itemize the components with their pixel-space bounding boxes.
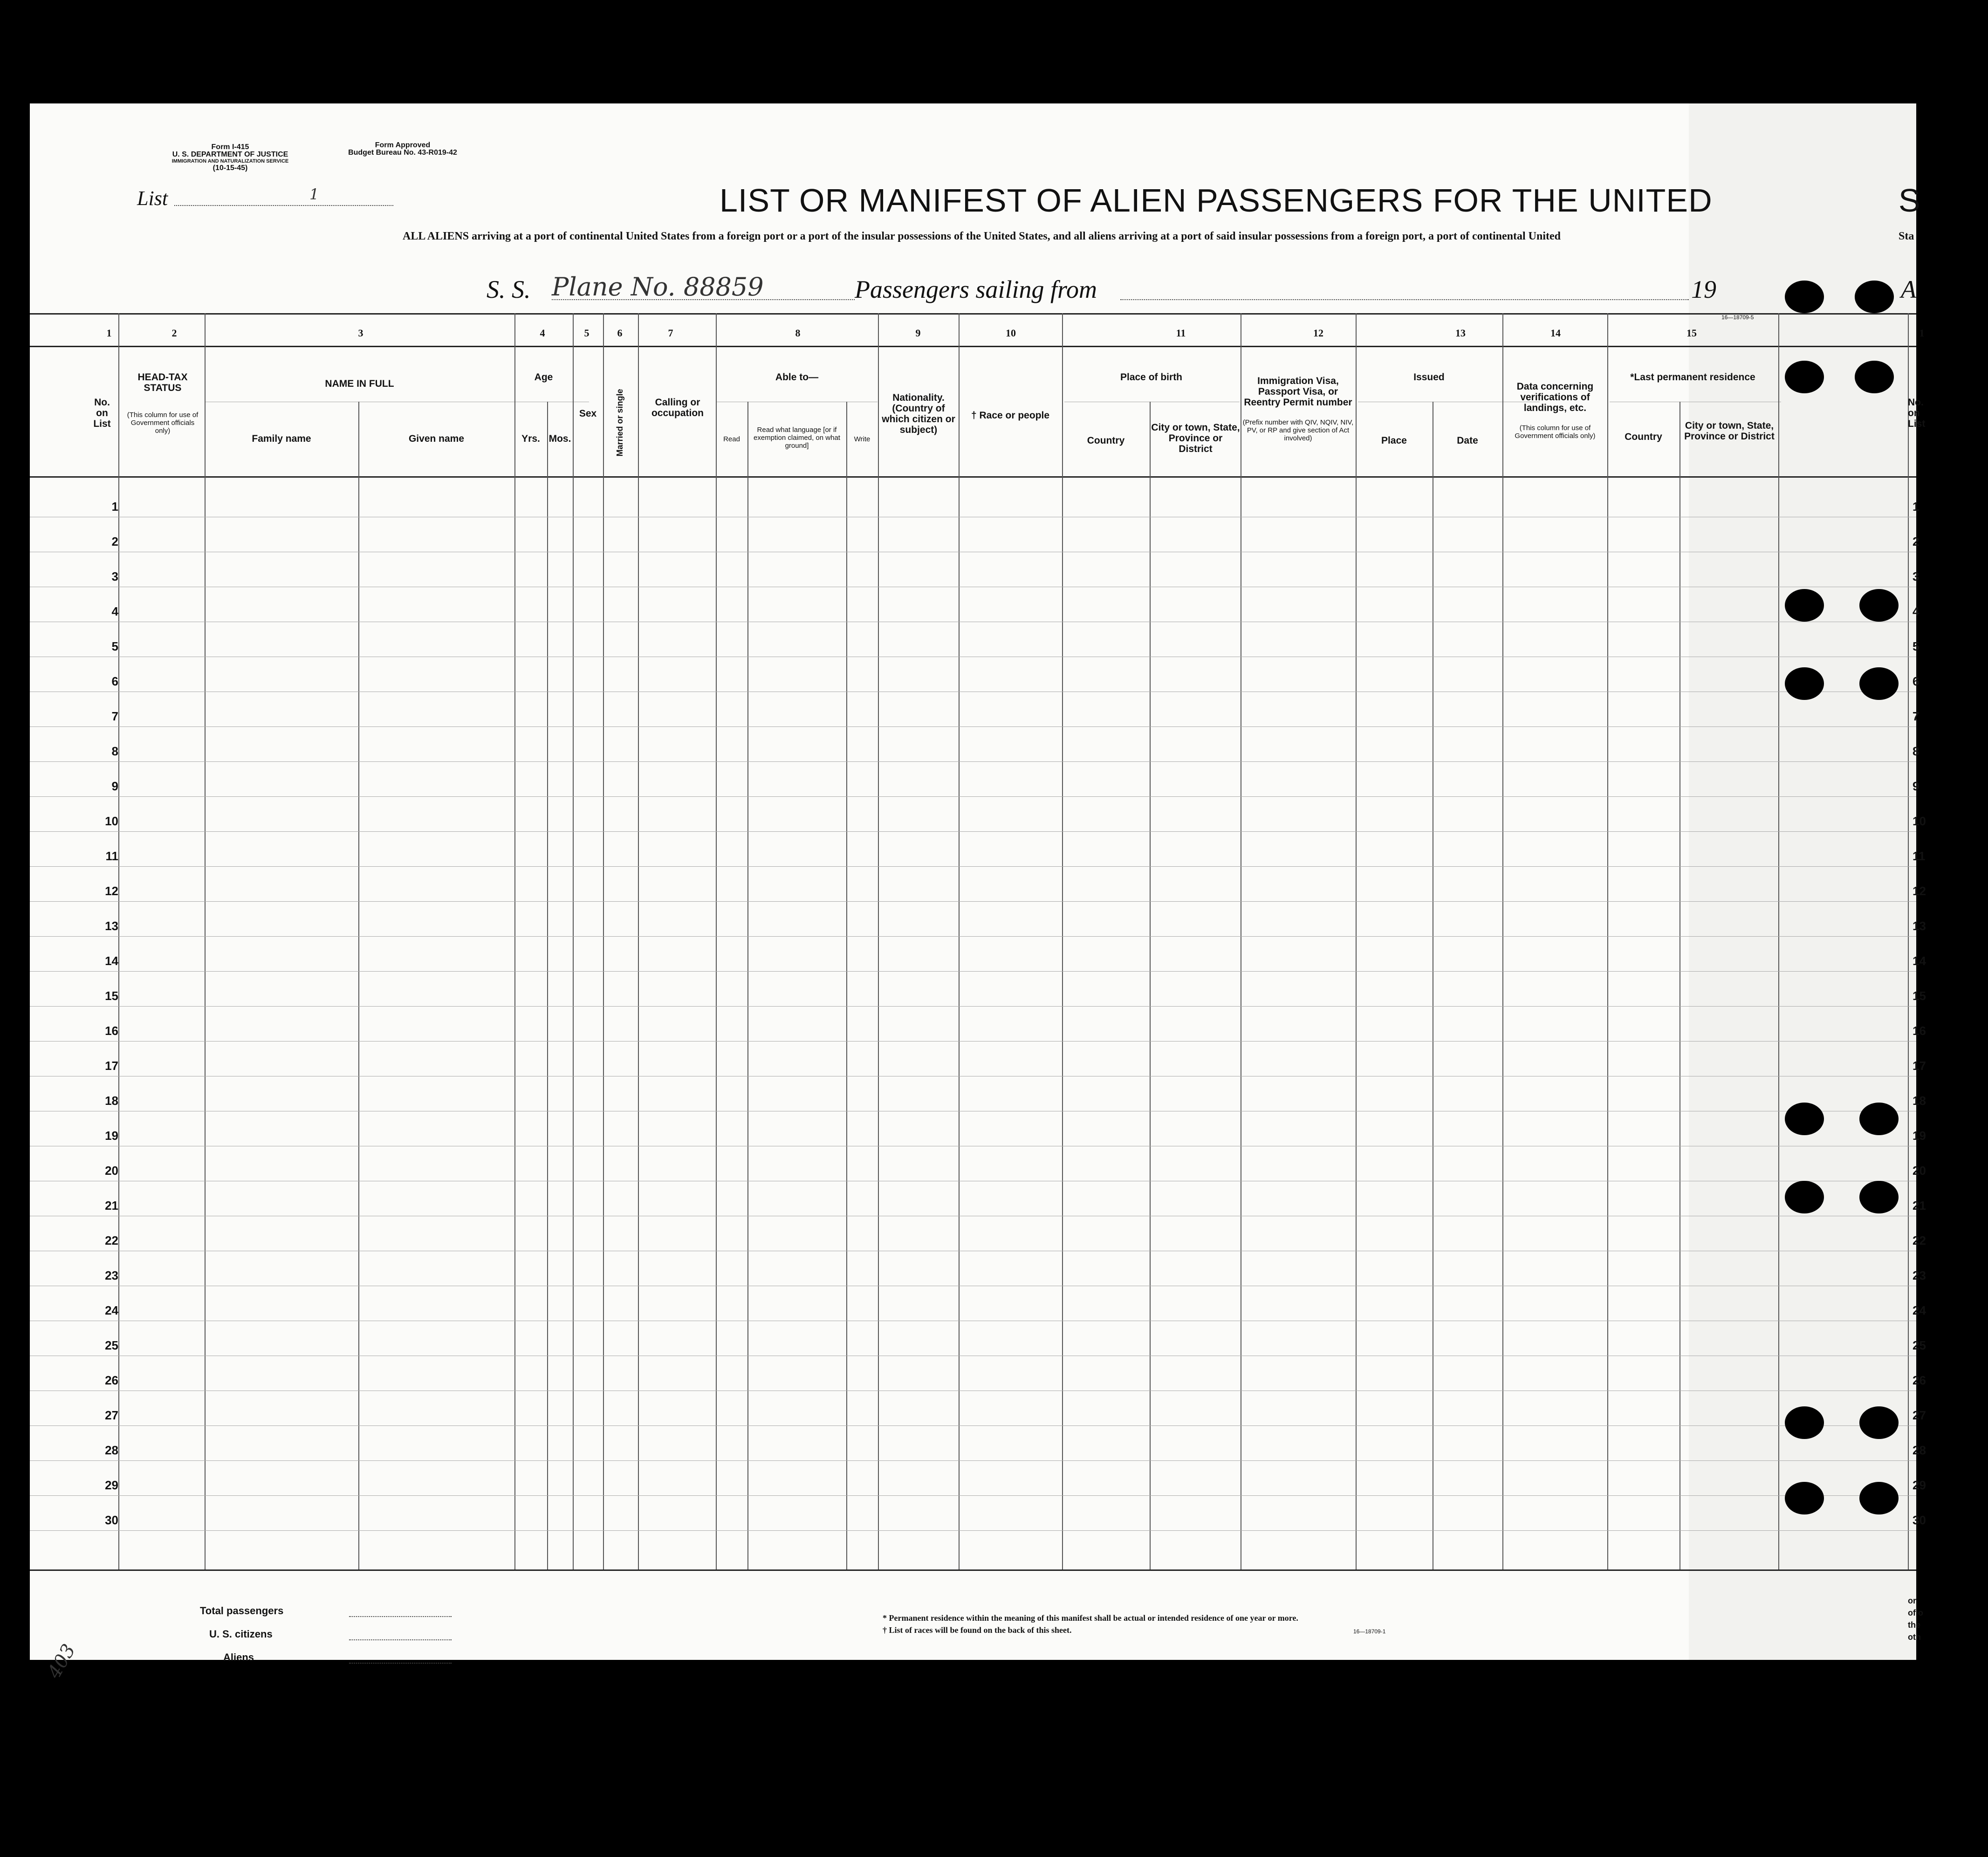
year-edge: A [1901,275,1916,303]
subtitle-edge: Sta [1899,230,1914,242]
row-line [30,761,1916,762]
row-number-edge: 1 [1913,500,1919,514]
aliens-line [349,1663,452,1664]
ss-line [552,299,855,300]
header-family-name: Family name [252,433,311,444]
service: IMMIGRATION AND NATURALIZATION SERVICE [171,158,289,164]
col-line [959,313,960,1569]
col-line [1502,313,1503,1569]
punch-hole [1855,361,1894,393]
row-number: 3 [111,569,118,583]
total-passengers-label: Total passengers [200,1605,284,1617]
subtitle: ALL ALIENS arriving at a port of continental United States from a foreign port or a port of the insular possessions of the United States, and all aliens arriving at a port of said insular possessions from a foreign port, a port of continental United [403,230,1561,242]
edge-text [1908,1595,1923,1643]
row-number-edge: 10 [1913,814,1926,828]
punch-hole [1859,667,1899,700]
aliens-label: Aliens [223,1651,254,1663]
header-no-on-list: No. on List [93,397,111,429]
colnum-line [30,346,1916,347]
column-number: 5 [584,327,590,339]
edge-text-line: or [1908,1596,1916,1605]
page-title: LIST OR MANIFEST OF ALIEN PASSENGERS FOR THE UNITED [720,182,1713,219]
header-race: † Race or people [971,410,1050,421]
row-line [30,831,1916,832]
edge-text-line: of o [1908,1608,1923,1617]
column-number: 6 [617,327,623,339]
row-number-edge: 3 [1913,569,1919,583]
row-number-edge: 19 [1913,1129,1926,1143]
header-read: Read [723,435,740,443]
header-head-tax-note: (This column for use of Government officials only) [127,411,199,435]
row-number: 1 [111,500,118,514]
col-line [716,313,717,1569]
punch-hole [1859,1103,1899,1135]
print-code-footer: 16—18709-1 [1353,1628,1386,1635]
row-number-edge: 17 [1913,1059,1926,1073]
row-line [30,1460,1916,1461]
col-line [573,313,574,1569]
punch-hole [1859,1406,1899,1439]
punch-hole [1855,281,1894,313]
column-number: 3 [358,327,363,339]
form-approved: Form Approved [375,141,431,149]
col-line [205,313,206,1569]
header-last-residence: *Last permanent residence [1630,372,1755,383]
row-number-edge: 21 [1913,1199,1926,1213]
header-able-to: Able to— [775,372,819,383]
row-line [30,901,1916,902]
row-number-edge: 12 [1913,884,1926,898]
row-number-edge: 4 [1913,604,1919,618]
column-number: 8 [795,327,801,339]
approval-block [305,142,500,157]
ss-value: Plane No. 88859 [552,272,764,302]
punch-hole [1785,1103,1824,1135]
row-number-edge: 27 [1913,1408,1926,1422]
header-age: Age [534,372,553,383]
row-number-edge: 13 [1913,919,1926,933]
header-country: Country [1087,435,1125,446]
row-number: 14 [105,954,118,968]
header-calling: Calling or occupation [651,397,704,418]
row-number: 25 [105,1338,118,1352]
row-line [30,726,1916,727]
header-landings: Data concerning verifications of landings, etc. [1516,381,1594,413]
header-place: Place [1381,435,1407,446]
sailing-label: Passengers sailing from [855,275,1097,303]
row-number: 2 [111,534,118,548]
column-number: 1 [106,327,112,339]
header-landings-note: (This column for use of Government officials only) [1515,424,1596,440]
header-yrs: Yrs. [521,433,540,444]
header-sex: Sex [579,408,597,419]
table-bottom-line [30,1569,1916,1571]
row-number: 5 [111,639,118,653]
punch-hole [1785,667,1824,700]
manifest-sheet [30,103,1926,1682]
table-top-line [30,313,1916,315]
row-number: 28 [105,1443,118,1457]
column-number: 14 [1550,327,1561,339]
row-line [30,971,1916,972]
row-number-edge: 20 [1913,1164,1926,1178]
col-line [747,402,748,1569]
header-name-in-full: NAME IN FULL [325,378,394,389]
print-code: 16—18709-5 [1721,314,1754,321]
header-married: Married or single [615,389,624,457]
row-number-edge: 6 [1913,674,1919,688]
us-citizens-label: U. S. citizens [209,1628,273,1640]
us-citizens-line [349,1639,452,1640]
header-read-language: Read what language [or if exemption claimed, on what ground] [754,426,840,450]
row-number-edge: 18 [1913,1094,1926,1108]
form-id: Form I-415 [211,143,249,151]
row-number: 10 [105,814,118,828]
column-number: 9 [915,327,921,339]
row-number-edge: 2 [1913,534,1919,548]
margin-number: 403 [43,1640,80,1682]
column-number: 11 [1176,327,1186,339]
row-number-edge: 29 [1913,1478,1926,1492]
col-line [514,313,515,1569]
row-number: 16 [105,1024,118,1038]
header-visa: Immigration Visa, Passport Visa, or Reentry Permit number [1244,376,1352,408]
row-number: 29 [105,1478,118,1492]
punch-hole [1785,1181,1824,1213]
row-number-edge: 15 [1913,989,1926,1003]
col-line [1356,313,1357,1569]
header-issued: Issued [1413,372,1445,383]
col-line [846,402,847,1569]
punch-hole [1859,1181,1899,1213]
row-number: 9 [111,779,118,793]
row-number: 30 [105,1513,118,1527]
column-number: 4 [540,327,545,339]
row-line [30,1006,1916,1007]
edge-text-line: the [1908,1620,1920,1630]
year-label: 19 [1691,275,1716,303]
row-line [30,936,1916,937]
row-number: 6 [111,674,118,688]
list-label: List [137,187,168,210]
row-number: 24 [105,1303,118,1317]
footnote-races: † List of races will be found on the back of this sheet. [883,1625,1072,1635]
row-number: 15 [105,989,118,1003]
column-number: 12 [1313,327,1323,339]
punch-hole [1785,589,1824,622]
row-line [30,1041,1916,1042]
row-number-edge: 28 [1913,1443,1926,1457]
col-line [1150,402,1151,1569]
row-number-edge: 11 [1913,849,1926,863]
row-number-edge: 30 [1913,1513,1926,1527]
budget-bureau: Budget Bureau No. 43-R019-42 [348,149,457,157]
punch-hole [1785,1482,1824,1514]
row-line [30,866,1916,867]
punch-hole [1859,589,1899,622]
row-number-edge: 9 [1913,779,1919,793]
row-number-edge: 16 [1913,1024,1926,1038]
row-line [30,1425,1916,1426]
col-line [1908,313,1909,1569]
row-number: 8 [111,744,118,758]
footnote-residence: * Permanent residence within the meaning of this manifest shall be actual or intended residence of one year or more. [883,1613,1298,1623]
col-line [603,313,604,1569]
header-mos: Mos. [548,433,571,444]
row-number-edge: 23 [1913,1268,1926,1282]
ss-label: S. S. [487,275,531,303]
col-line [638,313,639,1569]
header-nationality: Nationality. (Country of which citizen or subject) [882,392,955,435]
row-number: 12 [105,884,118,898]
row-number: 11 [105,849,118,863]
row-number-edge: 22 [1913,1233,1926,1247]
row-number-edge: 7 [1913,709,1919,723]
row-number: 26 [105,1373,118,1387]
row-number: 20 [105,1164,118,1178]
col-line [1607,313,1608,1569]
header-lr-city: City or town, State, Province or District [1684,420,1775,442]
row-number: 13 [105,919,118,933]
row-number: 17 [105,1059,118,1073]
column-number: 15 [1686,327,1697,339]
punch-hole [1859,1482,1899,1514]
punch-hole [1785,281,1824,313]
punch-hole [1785,1406,1824,1439]
row-number: 7 [111,709,118,723]
header-place-of-birth: Place of birth [1120,372,1183,383]
column-number: 10 [1006,327,1016,339]
col-line [1062,313,1063,1569]
sailing-line [1120,299,1689,300]
header-visa-note: (Prefix number with QIV, NQIV, NIV, PV, or RP and give section of Act involved) [1242,418,1354,442]
col-line [547,402,548,1569]
column-number: 2 [171,327,177,339]
row-number: 23 [105,1268,118,1282]
row-line [30,796,1916,797]
header-bottom-line [30,476,1916,478]
row-number: 4 [111,604,118,618]
form-info-block [137,144,323,172]
edge-text-line: oth [1908,1632,1921,1642]
column-number: 7 [668,327,673,339]
row-number-edge: 25 [1913,1338,1926,1352]
row-number: 22 [105,1233,118,1247]
header-date: Date [1457,435,1478,446]
header-given-name: Given name [408,433,465,444]
row-number-edge: 5 [1913,639,1919,653]
row-line [30,1530,1916,1531]
title-edge: S [1899,182,1921,219]
row-number: 21 [105,1199,118,1213]
header-lr-country: Country [1625,432,1662,442]
column-number: 13 [1455,327,1466,339]
col-line [878,313,879,1569]
row-number: 18 [105,1094,118,1108]
column-number: 1 [1919,327,1925,339]
department: U. S. DEPARTMENT OF JUSTICE [172,151,288,158]
list-value: 1 [309,185,319,203]
col-line [1778,313,1779,1569]
row-number: 27 [105,1408,118,1422]
header-edge-no: No. on List [1908,397,1926,429]
row-line [30,1495,1916,1496]
form-date: (10-15-45) [213,164,248,172]
row-number-edge: 14 [1913,954,1926,968]
col-line [358,402,359,1569]
punch-hole [1785,361,1824,393]
total-passengers-line [349,1616,452,1617]
row-number-edge: 24 [1913,1303,1926,1317]
header-city: City or town, State, Province or District [1151,422,1240,454]
header-write: Write [854,435,871,443]
row-number-edge: 8 [1913,744,1919,758]
row-number: 19 [105,1129,118,1143]
row-number-edge: 26 [1913,1373,1926,1387]
list-line [174,205,393,206]
header-head-tax: HEAD-TAX STATUS [137,372,188,393]
col-line [118,313,119,1569]
